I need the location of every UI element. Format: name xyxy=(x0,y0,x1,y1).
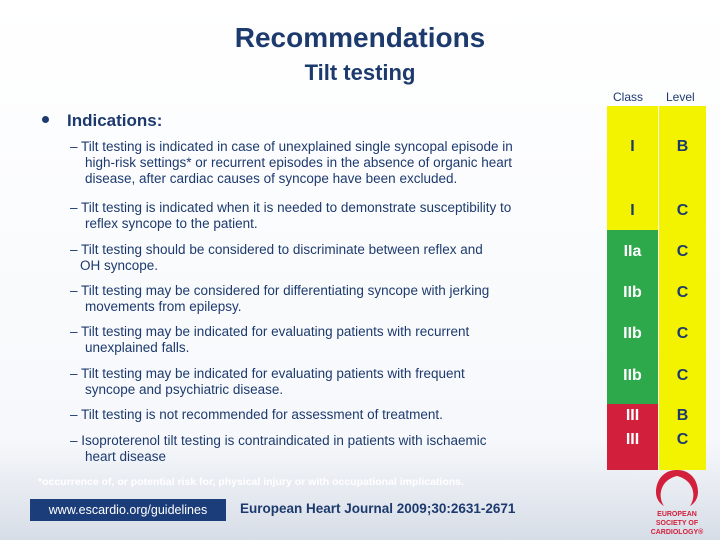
recommendation-item xyxy=(70,139,600,187)
class-cell: III xyxy=(625,431,640,448)
recommendation-item xyxy=(70,242,600,274)
logo-text-line: SOCIETY OF xyxy=(655,520,699,527)
item-line: – Tilt testing may be considered for differentiating syncope with jerking xyxy=(70,283,490,298)
item-line: OH syncope. xyxy=(80,258,159,273)
item-line: – Tilt testing may be indicated for evaluating patients with recurrent xyxy=(70,324,470,339)
logo-text-line: EUROPEAN xyxy=(657,511,697,518)
esc-logo-icon xyxy=(640,466,714,540)
level-cell: C xyxy=(676,325,689,342)
page-subtitle: Tilt testing xyxy=(304,60,416,85)
recommendation-item xyxy=(70,433,600,465)
class-column-header: Class xyxy=(613,90,644,104)
class-cell: III xyxy=(625,407,640,424)
class-cell: IIb xyxy=(623,367,642,384)
bullet-icon xyxy=(42,116,49,123)
recommendation-item xyxy=(70,366,600,398)
level-cell: C xyxy=(676,367,689,384)
level-cell: C xyxy=(676,431,689,448)
level-cell: B xyxy=(676,138,689,155)
item-line: – Isoproterenol tilt testing is contraindicated in patients with ischaemic xyxy=(70,433,487,448)
class-cell: IIa xyxy=(623,243,642,260)
item-line: – Tilt testing is not recommended for assessment of treatment. xyxy=(70,407,443,422)
journal-reference: European Heart Journal 2009;30:2631-2671 xyxy=(240,501,516,516)
item-line: – Tilt testing may be indicated for evaluating patients with frequent xyxy=(70,366,465,381)
recommendation-item xyxy=(70,283,600,315)
recommendation-item xyxy=(70,407,600,423)
level-cell: C xyxy=(676,284,689,301)
class-cell: I xyxy=(630,138,635,155)
level-cell: C xyxy=(676,202,689,219)
item-line: movements from epilepsy. xyxy=(85,299,242,314)
recommendation-item xyxy=(70,200,600,232)
recommendation-item xyxy=(70,324,600,356)
logo-text-line: CARDIOLOGY® xyxy=(650,529,704,536)
footnote: *occurrence of, or potential risk for, physical injury or with occupational implications. xyxy=(38,476,464,488)
class-cell: IIb xyxy=(623,284,642,301)
item-line: heart disease xyxy=(85,449,167,464)
item-line: disease, after cardiac causes of syncope have been excluded. xyxy=(85,171,458,186)
page-title: Recommendations xyxy=(234,22,486,53)
item-line: – Tilt testing is indicated in case of unexplained single syncopal episode in xyxy=(70,139,513,154)
indications-heading: Indications: xyxy=(67,111,163,130)
class-cell: I xyxy=(630,202,635,219)
level-cell: B xyxy=(676,407,689,424)
item-line: syncope and psychiatric disease. xyxy=(85,382,284,397)
website-link[interactable]: www.escardio.org/guidelines xyxy=(30,499,226,521)
item-line: unexplained falls. xyxy=(85,340,190,355)
item-line: reflex syncope to the patient. xyxy=(85,216,258,231)
item-line: high-risk settings* or recurrent episodes in the absence of organic heart xyxy=(85,155,512,170)
level-cell: C xyxy=(676,243,689,260)
item-line: – Tilt testing is indicated when it is needed to demonstrate susceptibility to xyxy=(70,200,512,215)
level-column-header: Level xyxy=(666,90,695,104)
class-cell: IIb xyxy=(623,325,642,342)
item-line: – Tilt testing should be considered to discriminate between reflex and xyxy=(70,242,483,257)
